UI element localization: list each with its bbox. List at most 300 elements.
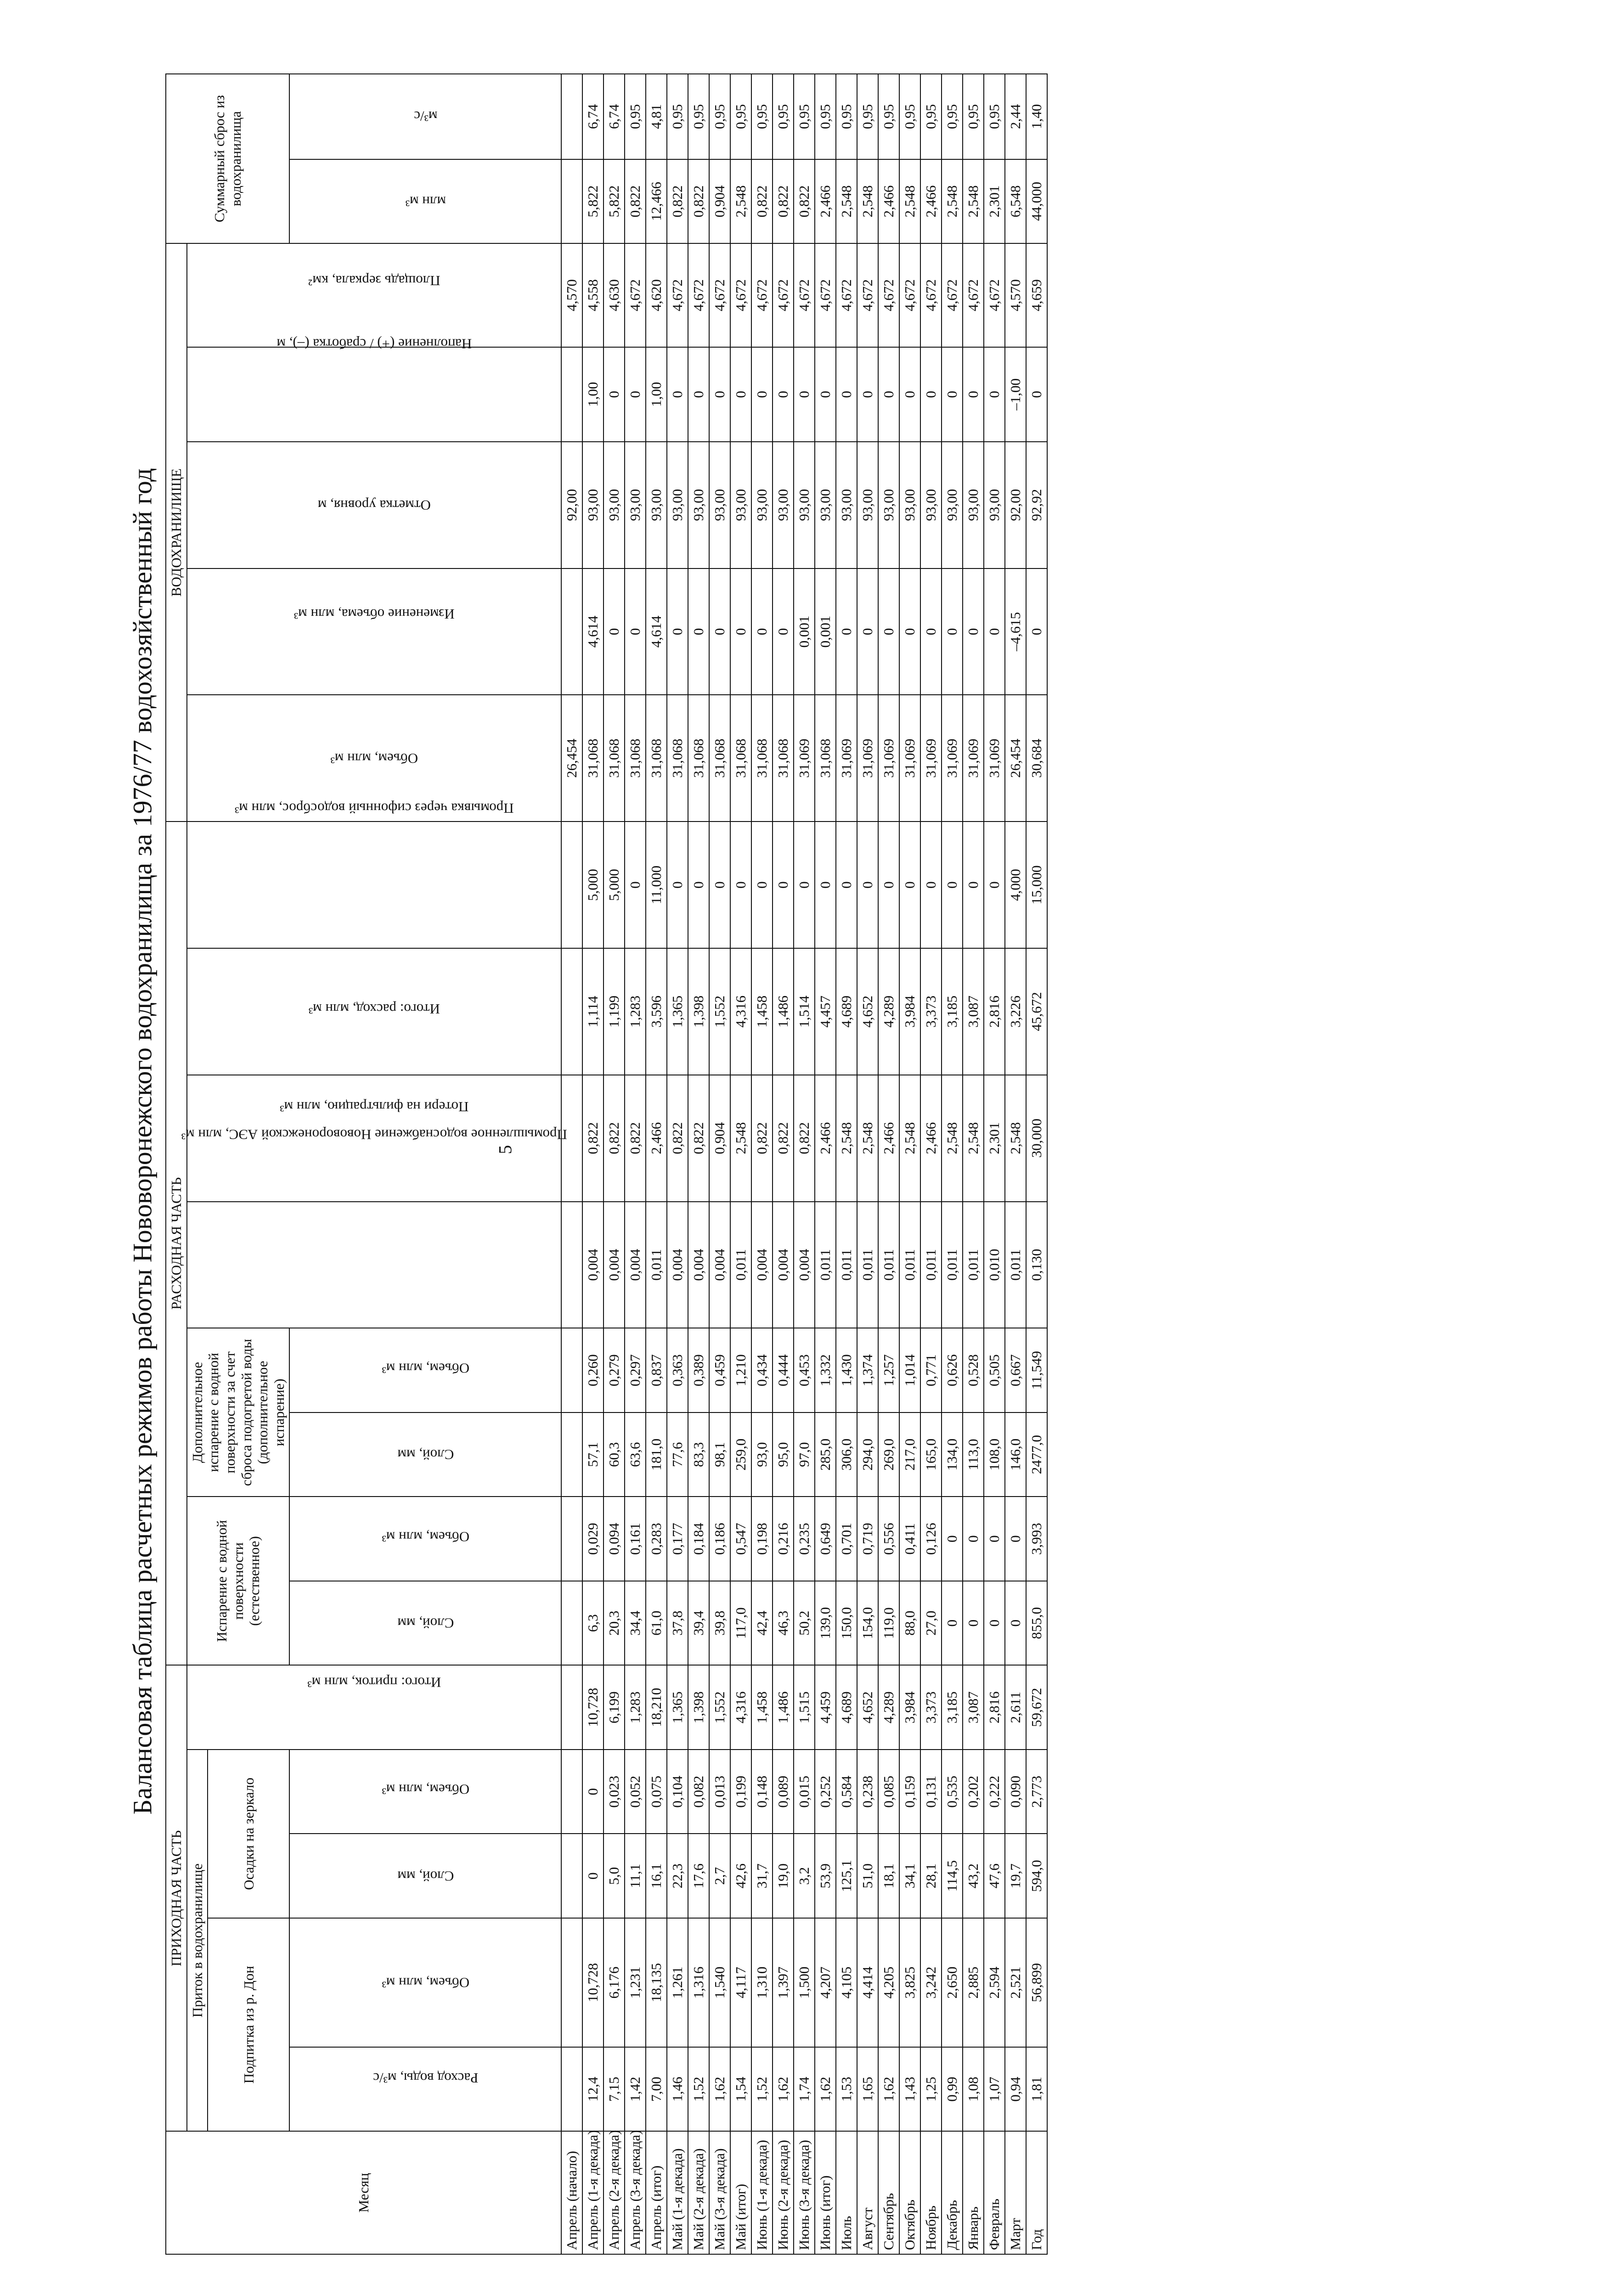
cell-don-flow: 1,65	[857, 2047, 878, 2132]
cell-income-total: 3,373	[920, 1665, 942, 1750]
cell-discharge-mln: 2,548	[730, 159, 751, 244]
table-row	[582, 74, 604, 2254]
cell-evap-layer: 39,8	[709, 1581, 730, 1666]
cell-discharge-mln: 0,822	[794, 159, 815, 244]
cell-month: Июнь (3-я декада)	[794, 2131, 815, 2254]
cell-fill: 0	[751, 347, 773, 442]
cell-expense-total: 1,514	[794, 948, 815, 1075]
cell-fill: 0	[984, 347, 1005, 442]
cell-don-flow: 1,52	[688, 2047, 709, 2132]
cell-income-total: 4,316	[730, 1665, 751, 1750]
cell-precip-layer: 22,3	[667, 1834, 688, 1918]
cell-volume: 31,069	[984, 695, 1005, 822]
cell-expense-total: 3,373	[920, 948, 942, 1075]
cell-discharge-mln: 0,822	[751, 159, 773, 244]
cell-volume: 31,068	[709, 695, 730, 822]
cell-expense-total: 4,316	[730, 948, 751, 1075]
header-evap-volume: Объем, млн м³	[289, 1497, 561, 1581]
cell-filtration: 2,548	[1005, 1075, 1026, 1202]
cell-precip-volume: 0,090	[1005, 1750, 1026, 1834]
cell-add-volume: 0,626	[942, 1328, 963, 1412]
header-discharge-mln: млн м³	[289, 159, 561, 244]
cell-evap-volume: 0	[984, 1497, 1005, 1581]
cell-add-layer	[561, 1412, 582, 1497]
cell-volume: 31,069	[899, 695, 920, 822]
cell-precip-volume: 0,584	[836, 1750, 857, 1834]
cell-evap-volume: 0,649	[815, 1497, 836, 1581]
cell-filtration: 2,466	[920, 1075, 942, 1202]
cell-level: 93,00	[942, 442, 963, 568]
header-discharge: Суммарный сброс из водохранилища	[166, 74, 289, 243]
cell-add-volume: 0,771	[920, 1328, 942, 1412]
cell-don-volume	[561, 1918, 582, 2047]
cell-don-flow: 1,62	[709, 2047, 730, 2132]
cell-month: Июнь (2-я декада)	[773, 2131, 794, 2254]
cell-discharge-mln: 2,548	[942, 159, 963, 244]
cell-evap-volume: 0,094	[604, 1497, 625, 1581]
cell-volume-change: –4,615	[1005, 568, 1026, 695]
cell-industrial: 0,011	[836, 1202, 857, 1328]
cell-don-flow: 0,99	[942, 2047, 963, 2132]
cell-evap-volume: 0	[1005, 1497, 1026, 1581]
cell-month: Июль	[836, 2131, 857, 2254]
cell-income-total: 1,458	[751, 1665, 773, 1750]
header-evap-natural: Испарение с водной поверхности (естественное)	[187, 1497, 290, 1665]
header-discharge-m3s: м³/с	[289, 74, 561, 159]
cell-volume-change: 0	[836, 568, 857, 695]
cell-level: 93,00	[963, 442, 984, 568]
cell-income-total: 4,652	[857, 1665, 878, 1750]
cell-area: 4,672	[773, 243, 794, 347]
cell-add-layer: 259,0	[730, 1412, 751, 1497]
header-income-part: ПРИХОДНАЯ ЧАСТЬ	[166, 1665, 187, 2131]
cell-expense-total: 1,398	[688, 948, 709, 1075]
cell-area: 4,672	[899, 243, 920, 347]
cell-add-layer: 181,0	[646, 1412, 667, 1497]
cell-month: Апрель (2-я декада)	[604, 2131, 625, 2254]
cell-month: Октябрь	[899, 2131, 920, 2254]
cell-precip-layer: 17,6	[688, 1834, 709, 1918]
cell-volume-change: 0	[984, 568, 1005, 695]
cell-add-volume: 1,257	[878, 1328, 899, 1412]
cell-fill: 1,00	[646, 347, 667, 442]
cell-fill: 0	[709, 347, 730, 442]
cell-month: Апрель (итог)	[646, 2131, 667, 2254]
cell-level: 93,00	[920, 442, 942, 568]
cell-month: Февраль	[984, 2131, 1005, 2254]
cell-industrial: 0,011	[730, 1202, 751, 1328]
cell-discharge-m3s: 0,95	[942, 74, 963, 159]
cell-expense-total: 4,652	[857, 948, 878, 1075]
cell-area: 4,672	[815, 243, 836, 347]
cell-discharge-mln: 2,466	[815, 159, 836, 244]
cell-don-volume: 1,261	[667, 1918, 688, 2047]
cell-flush: 0	[857, 822, 878, 948]
cell-precip-layer: 43,2	[963, 1834, 984, 1918]
cell-filtration: 2,548	[942, 1075, 963, 1202]
cell-evap-layer: 150,0	[836, 1581, 857, 1666]
cell-precip-layer: 594,0	[1026, 1834, 1047, 1918]
cell-flush: 0	[751, 822, 773, 948]
cell-fill: 0	[920, 347, 942, 442]
cell-volume-change: 0,001	[794, 568, 815, 695]
cell-evap-volume: 0	[963, 1497, 984, 1581]
cell-income-total	[561, 1665, 582, 1750]
cell-precip-volume: 0,238	[857, 1750, 878, 1834]
cell-fill: 0	[942, 347, 963, 442]
cell-don-volume: 4,207	[815, 1918, 836, 2047]
table-row	[1005, 74, 1026, 2254]
cell-add-layer: 2477,0	[1026, 1412, 1047, 1497]
cell-evap-layer: 39,4	[688, 1581, 709, 1666]
cell-flush: 0	[815, 822, 836, 948]
cell-discharge-mln: 0,822	[667, 159, 688, 244]
cell-income-total: 59,672	[1026, 1665, 1047, 1750]
cell-fill: 0	[625, 347, 646, 442]
cell-income-total: 1,552	[709, 1665, 730, 1750]
cell-discharge-m3s: 0,95	[857, 74, 878, 159]
cell-add-volume: 1,374	[857, 1328, 878, 1412]
cell-discharge-m3s: 0,95	[878, 74, 899, 159]
cell-income-total: 1,365	[667, 1665, 688, 1750]
cell-income-total: 18,210	[646, 1665, 667, 1750]
cell-evap-volume	[561, 1497, 582, 1581]
cell-industrial: 0,011	[857, 1202, 878, 1328]
header-volume: Объем, млн м³	[187, 695, 562, 822]
cell-volume: 31,069	[794, 695, 815, 822]
cell-expense-total: 4,289	[878, 948, 899, 1075]
cell-evap-layer: 42,4	[751, 1581, 773, 1666]
cell-discharge-m3s: 4,81	[646, 74, 667, 159]
cell-flush: 15,000	[1026, 822, 1047, 948]
cell-volume-change: 0	[899, 568, 920, 695]
cell-filtration: 0,822	[667, 1075, 688, 1202]
cell-area: 4,672	[984, 243, 1005, 347]
cell-don-volume: 1,500	[794, 1918, 815, 2047]
cell-evap-layer: 37,8	[667, 1581, 688, 1666]
cell-month: Июнь (итог)	[815, 2131, 836, 2254]
cell-don-volume: 1,397	[773, 1918, 794, 2047]
cell-evap-layer: 34,4	[625, 1581, 646, 1666]
cell-evap-layer: 154,0	[857, 1581, 878, 1666]
cell-don-volume: 10,728	[582, 1918, 604, 2047]
cell-precip-volume: 0,148	[751, 1750, 773, 1834]
cell-add-layer: 165,0	[920, 1412, 942, 1497]
cell-precip-layer: 16,1	[646, 1834, 667, 1918]
header-don-feed: Подпитка из р. Дон	[208, 1918, 289, 2131]
table-row	[625, 74, 646, 2254]
cell-income-total: 1,515	[794, 1665, 815, 1750]
table-row	[920, 74, 942, 2254]
cell-volume-change: 0	[730, 568, 751, 695]
cell-discharge-mln: 0,822	[688, 159, 709, 244]
cell-area: 4,672	[688, 243, 709, 347]
cell-don-flow: 1,52	[751, 2047, 773, 2132]
cell-don-flow: 1,62	[878, 2047, 899, 2132]
cell-discharge-mln: 44,000	[1026, 159, 1047, 244]
cell-evap-volume: 0,184	[688, 1497, 709, 1581]
cell-industrial: 0,011	[815, 1202, 836, 1328]
page-title: Балансовая таблица расчетных режимов работы Нововоронежского водохранилища за 1976/77 водохозяйственный год	[127, 468, 158, 1815]
cell-don-volume: 1,310	[751, 1918, 773, 2047]
header-evap-layer: Слой, мм	[289, 1581, 561, 1666]
cell-add-layer: 134,0	[942, 1412, 963, 1497]
cell-add-layer: 63,6	[625, 1412, 646, 1497]
cell-don-volume: 4,414	[857, 1918, 878, 2047]
cell-level: 93,00	[857, 442, 878, 568]
cell-add-layer: 269,0	[878, 1412, 899, 1497]
cell-level: 93,00	[794, 442, 815, 568]
cell-don-flow: 1,08	[963, 2047, 984, 2132]
cell-add-volume: 1,430	[836, 1328, 857, 1412]
table-row	[604, 74, 625, 2254]
cell-level: 93,00	[836, 442, 857, 568]
page-number: 5	[495, 1145, 516, 1154]
cell-volume: 31,068	[815, 695, 836, 822]
cell-precip-volume: 0,104	[667, 1750, 688, 1834]
cell-filtration: 0,822	[794, 1075, 815, 1202]
cell-income-total: 1,283	[625, 1665, 646, 1750]
cell-filtration: 2,466	[815, 1075, 836, 1202]
cell-add-layer: 83,3	[688, 1412, 709, 1497]
cell-don-volume: 2,885	[963, 1918, 984, 2047]
cell-discharge-m3s: 0,95	[688, 74, 709, 159]
cell-industrial: 0,004	[709, 1202, 730, 1328]
table-row	[751, 74, 773, 2254]
cell-add-volume: 1,332	[815, 1328, 836, 1412]
cell-fill: 1,00	[582, 347, 604, 442]
table-row	[963, 74, 984, 2254]
cell-level: 93,00	[688, 442, 709, 568]
cell-don-flow: 1,62	[773, 2047, 794, 2132]
cell-volume-change: 0	[942, 568, 963, 695]
cell-discharge-mln: 5,822	[604, 159, 625, 244]
table-row	[1026, 74, 1047, 2254]
cell-expense-total: 4,689	[836, 948, 857, 1075]
cell-precip-volume: 0,222	[984, 1750, 1005, 1834]
cell-filtration: 0,822	[688, 1075, 709, 1202]
cell-expense-total: 1,458	[751, 948, 773, 1075]
cell-level: 93,00	[709, 442, 730, 568]
cell-precip-layer: 19,0	[773, 1834, 794, 1918]
cell-month: Год	[1026, 2131, 1047, 2254]
cell-evap-layer: 27,0	[920, 1581, 942, 1666]
cell-month: Декабрь	[942, 2131, 963, 2254]
cell-evap-volume: 0,719	[857, 1497, 878, 1581]
table-row	[857, 74, 878, 2254]
header-don-flow: Расход воды, м³/с	[289, 2047, 561, 2132]
cell-flush: 0	[984, 822, 1005, 948]
cell-volume-change: 0	[688, 568, 709, 695]
cell-expense-total: 3,185	[942, 948, 963, 1075]
cell-industrial: 0,011	[920, 1202, 942, 1328]
cell-evap-volume: 0,126	[920, 1497, 942, 1581]
cell-flush: 5,000	[582, 822, 604, 948]
cell-discharge-mln	[561, 159, 582, 244]
cell-volume: 31,068	[773, 695, 794, 822]
cell-evap-volume: 0,198	[751, 1497, 773, 1581]
cell-add-volume: 0,453	[794, 1328, 815, 1412]
cell-don-volume: 4,117	[730, 1918, 751, 2047]
cell-volume: 31,068	[625, 695, 646, 822]
table-row	[667, 74, 688, 2254]
cell-discharge-m3s: 0,95	[751, 74, 773, 159]
cell-precip-layer: 28,1	[920, 1834, 942, 1918]
cell-flush: 0	[794, 822, 815, 948]
cell-don-flow: 7,00	[646, 2047, 667, 2132]
cell-income-total: 3,087	[963, 1665, 984, 1750]
cell-discharge-mln: 5,822	[582, 159, 604, 244]
cell-discharge-m3s	[561, 74, 582, 159]
cell-fill: –1,00	[1005, 347, 1026, 442]
cell-evap-layer: 6,3	[582, 1581, 604, 1666]
cell-flush: 4,000	[1005, 822, 1026, 948]
cell-area: 4,672	[709, 243, 730, 347]
cell-add-volume: 0,444	[773, 1328, 794, 1412]
cell-add-volume: 11,549	[1026, 1328, 1047, 1412]
cell-evap-layer: 0	[984, 1581, 1005, 1666]
cell-discharge-mln: 2,548	[836, 159, 857, 244]
header-reservoir: ВОДОХРАНИЛИЩЕ	[166, 243, 187, 822]
table-row	[899, 74, 920, 2254]
cell-filtration: 2,548	[836, 1075, 857, 1202]
cell-discharge-m3s: 0,95	[773, 74, 794, 159]
cell-flush: 0	[942, 822, 963, 948]
cell-flush: 0	[625, 822, 646, 948]
cell-precip-volume	[561, 1750, 582, 1834]
cell-industrial: 0,011	[942, 1202, 963, 1328]
cell-discharge-mln: 0,904	[709, 159, 730, 244]
cell-level: 93,00	[582, 442, 604, 568]
cell-filtration: 30,000	[1026, 1075, 1047, 1202]
cell-industrial: 0,004	[582, 1202, 604, 1328]
cell-fill: 0	[773, 347, 794, 442]
cell-month: Май (2-я декада)	[688, 2131, 709, 2254]
cell-evap-layer	[561, 1581, 582, 1666]
cell-add-volume: 0,389	[688, 1328, 709, 1412]
cell-precip-volume: 0,252	[815, 1750, 836, 1834]
cell-don-volume: 2,521	[1005, 1918, 1026, 2047]
cell-add-layer: 57,1	[582, 1412, 604, 1497]
cell-discharge-mln: 2,466	[920, 159, 942, 244]
cell-industrial: 0,004	[794, 1202, 815, 1328]
cell-precip-layer: 47,6	[984, 1834, 1005, 1918]
table-rotated-container	[165, 73, 1084, 2255]
cell-add-volume: 0,297	[625, 1328, 646, 1412]
cell-income-total: 1,486	[773, 1665, 794, 1750]
cell-volume-change: 0	[878, 568, 899, 695]
cell-industrial: 0,004	[688, 1202, 709, 1328]
cell-don-flow: 1,46	[667, 2047, 688, 2132]
cell-volume: 31,069	[836, 695, 857, 822]
cell-don-flow: 1,43	[899, 2047, 920, 2132]
cell-industrial: 0,011	[963, 1202, 984, 1328]
cell-income-total: 10,728	[582, 1665, 604, 1750]
cell-precip-volume: 0,159	[899, 1750, 920, 1834]
header-precip: Осадки на зеркало	[208, 1750, 289, 1918]
cell-fill: 0	[857, 347, 878, 442]
cell-don-flow: 1,54	[730, 2047, 751, 2132]
cell-fill: 0	[667, 347, 688, 442]
cell-income-total: 3,984	[899, 1665, 920, 1750]
table-row	[794, 74, 815, 2254]
cell-volume-change: 0	[604, 568, 625, 695]
cell-area: 4,620	[646, 243, 667, 347]
cell-income-total: 4,289	[878, 1665, 899, 1750]
cell-discharge-mln: 6,548	[1005, 159, 1026, 244]
cell-discharge-mln: 2,301	[984, 159, 1005, 244]
cell-month: Январь	[963, 2131, 984, 2254]
cell-don-volume: 18,135	[646, 1918, 667, 2047]
cell-discharge-m3s: 0,95	[899, 74, 920, 159]
cell-add-volume: 0,837	[646, 1328, 667, 1412]
balance-table	[165, 73, 1048, 2255]
cell-volume-change: 0	[709, 568, 730, 695]
cell-month: Апрель (1-я декада)	[582, 2131, 604, 2254]
table-row	[878, 74, 899, 2254]
cell-filtration: 2,548	[899, 1075, 920, 1202]
cell-add-layer: 93,0	[751, 1412, 773, 1497]
cell-add-layer: 113,0	[963, 1412, 984, 1497]
cell-filtration: 2,548	[857, 1075, 878, 1202]
cell-volume-change: 0	[963, 568, 984, 695]
cell-discharge-m3s: 0,95	[815, 74, 836, 159]
cell-discharge-m3s: 0,95	[794, 74, 815, 159]
cell-don-volume: 2,650	[942, 1918, 963, 2047]
cell-precip-layer: 0	[582, 1834, 604, 1918]
cell-discharge-m3s: 0,95	[625, 74, 646, 159]
cell-volume: 31,068	[582, 695, 604, 822]
cell-precip-layer: 42,6	[730, 1834, 751, 1918]
cell-fill: 0	[836, 347, 857, 442]
cell-evap-volume: 0,177	[667, 1497, 688, 1581]
cell-precip-layer: 51,0	[857, 1834, 878, 1918]
cell-discharge-m3s: 0,95	[984, 74, 1005, 159]
cell-fill: 0	[730, 347, 751, 442]
cell-precip-layer: 53,9	[815, 1834, 836, 1918]
header-area: Площадь зеркала, км²	[187, 243, 562, 347]
cell-volume: 31,068	[667, 695, 688, 822]
cell-fill: 0	[1026, 347, 1047, 442]
cell-precip-volume: 0,015	[794, 1750, 815, 1834]
cell-don-volume: 2,594	[984, 1918, 1005, 2047]
cell-don-volume: 1,316	[688, 1918, 709, 2047]
header-level: Отметка уровня, м	[187, 442, 562, 568]
cell-flush: 0	[920, 822, 942, 948]
cell-expense-total: 1,552	[709, 948, 730, 1075]
cell-industrial: 0,011	[899, 1202, 920, 1328]
cell-evap-volume: 0,029	[582, 1497, 604, 1581]
cell-volume-change: 0,001	[815, 568, 836, 695]
cell-add-layer: 146,0	[1005, 1412, 1026, 1497]
cell-industrial	[561, 1202, 582, 1328]
cell-don-volume: 3,242	[920, 1918, 942, 2047]
cell-discharge-mln: 2,548	[857, 159, 878, 244]
cell-month: Июнь (1-я декада)	[751, 2131, 773, 2254]
cell-evap-layer: 50,2	[794, 1581, 815, 1666]
cell-volume: 26,454	[1005, 695, 1026, 822]
table-row	[688, 74, 709, 2254]
cell-level: 93,00	[815, 442, 836, 568]
cell-precip-volume: 0	[582, 1750, 604, 1834]
cell-month: Апрель (3-я декада)	[625, 2131, 646, 2254]
cell-industrial: 0,010	[984, 1202, 1005, 1328]
cell-area: 4,570	[561, 243, 582, 347]
cell-discharge-mln: 2,548	[899, 159, 920, 244]
cell-filtration: 2,301	[984, 1075, 1005, 1202]
cell-fill: 0	[794, 347, 815, 442]
header-inflow: Приток в водохранилище	[187, 1750, 208, 2131]
